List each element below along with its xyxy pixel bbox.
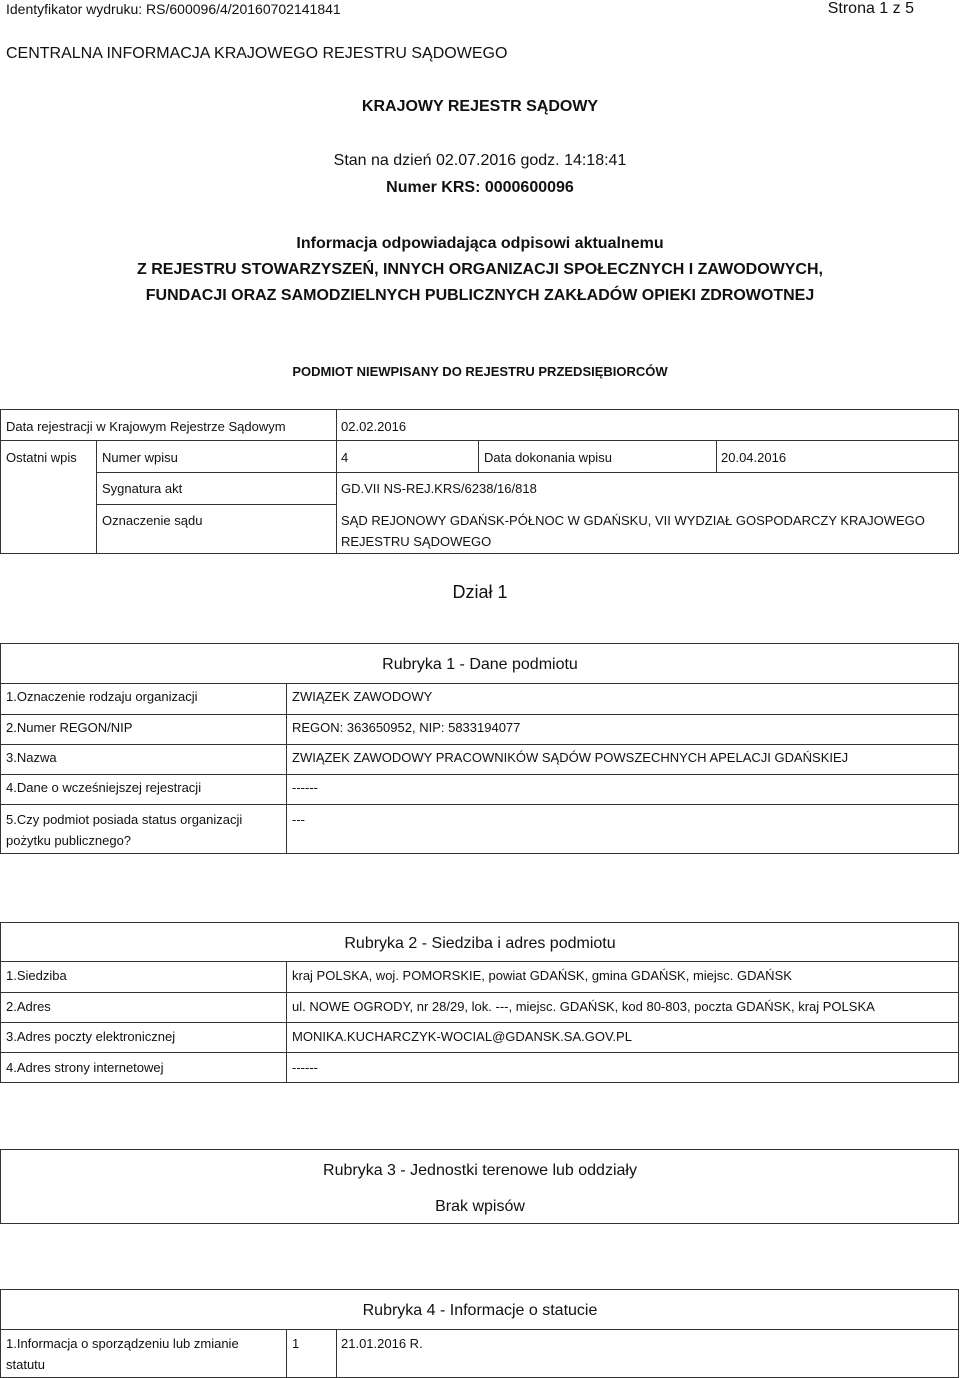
entry-number-label: Numer wpisu bbox=[102, 450, 178, 465]
entry-date-label: Data dokonania wpisu bbox=[484, 450, 612, 465]
register-title: KRAJOWY REJESTR SĄDOWY bbox=[361, 98, 599, 115]
court-label: Oznaczenie sądu bbox=[102, 513, 203, 528]
r1-value-2: REGON: 363650952, NIP: 5833194077 bbox=[292, 720, 521, 735]
r2-label-1: 1.Siedziba bbox=[6, 968, 67, 983]
info-line-2: Z REJESTRU STOWARZYSZEŃ, INNYCH ORGANIZACJI SPOŁECZNYCH I ZAWODOWYCH, bbox=[137, 261, 823, 278]
print-id: Identyfikator wydruku: RS/600096/4/20160702141841 bbox=[6, 1, 341, 17]
r4-value-1: 21.01.2016 R. bbox=[341, 1336, 423, 1351]
section-title: Dział 1 bbox=[452, 582, 508, 602]
rubryka-3-empty: Brak wpisów bbox=[435, 1198, 525, 1215]
registration-date-value: 02.02.2016 bbox=[341, 419, 407, 434]
r2-label-3: 3.Adres poczty elektronicznej bbox=[6, 1029, 176, 1044]
r2-label-4: 4.Adres strony internetowej bbox=[6, 1060, 164, 1075]
r1-value-5: --- bbox=[292, 812, 305, 827]
r2-value-1: kraj POLSKA, woj. POMORSKIE, powiat GDAŃSK, gmina GDAŃSK, miejsc. GDAŃSK bbox=[292, 968, 792, 983]
r4-number-1: 1 bbox=[292, 1336, 300, 1351]
signature-value: GD.VII NS-REJ.KRS/6238/16/818 bbox=[341, 481, 537, 496]
r1-label-1: 1.Oznaczenie rodzaju organizacji bbox=[6, 689, 198, 704]
r1-value-1: ZWIĄZEK ZAWODOWY bbox=[292, 689, 433, 704]
r2-value-3: MONIKA.KUCHARCZYK-WOCIAL@GDANSK.SA.GOV.PL bbox=[292, 1029, 632, 1044]
info-line-3: FUNDACJI ORAZ SAMODZIELNYCH PUBLICZNYCH ZAKŁADÓW OPIEKI ZDROWOTNEJ bbox=[145, 287, 815, 304]
info-line-1: Informacja odpowiadająca odpisowi aktualnemu bbox=[296, 235, 664, 252]
rubryka-2-title: Rubryka 2 - Siedziba i adres podmiotu bbox=[344, 935, 616, 952]
r1-value-3: ZWIĄZEK ZAWODOWY PRACOWNIKÓW SĄDÓW POWSZECHNYCH APELACJI GDAŃSKIEJ bbox=[292, 750, 849, 765]
entry-number-value: 4 bbox=[341, 450, 349, 465]
court-value: SĄD REJONOWY GDAŃSK-PÓŁNOC W GDAŃSKU, VII WYDZIAŁ GOSPODARCZY KRAJOWEGO REJESTRU SĄDOWEGO bbox=[341, 513, 925, 549]
krs-number: Numer KRS: 0000600096 bbox=[386, 179, 574, 196]
last-entry-label: Ostatni wpis bbox=[6, 450, 77, 465]
state-as-of: Stan na dzień 02.07.2016 godz. 14:18:41 bbox=[333, 152, 627, 169]
registration-date-label: Data rejestracji w Krajowym Rejestrze Sądowym bbox=[6, 419, 286, 434]
r2-value-4: ------ bbox=[292, 1060, 318, 1075]
r2-value-2: ul. NOWE OGRODY, nr 28/29, lok. ---, miejsc. GDAŃSK, kod 80-803, poczta GDAŃSK, kraj POLSKA bbox=[292, 999, 875, 1014]
subject-note: PODMIOT NIEWPISANY DO REJESTRU PRZEDSIĘBIORCÓW bbox=[292, 364, 668, 379]
r1-label-5: 5.Czy podmiot posiada status organizacji pożytku publicznego? bbox=[6, 812, 243, 848]
rubryka-4-title: Rubryka 4 - Informacje o statucie bbox=[362, 1302, 598, 1319]
org-name: CENTRALNA INFORMACJA KRAJOWEGO REJESTRU SĄDOWEGO bbox=[6, 45, 508, 62]
r1-label-4: 4.Dane o wcześniejszej rejestracji bbox=[6, 780, 202, 795]
signature-label: Sygnatura akt bbox=[102, 481, 183, 496]
r2-label-2: 2.Adres bbox=[6, 999, 51, 1014]
page-number: Strona 1 z 5 bbox=[827, 0, 914, 17]
rubryka-1-title: Rubryka 1 - Dane podmiotu bbox=[382, 656, 578, 673]
r4-label-1: 1.Informacja o sporządzeniu lub zmianie statutu bbox=[6, 1336, 239, 1372]
r1-label-3: 3.Nazwa bbox=[6, 750, 57, 765]
entry-date-value: 20.04.2016 bbox=[721, 450, 787, 465]
rubryka-3-title: Rubryka 3 - Jednostki terenowe lub oddziały bbox=[323, 1162, 637, 1179]
r1-value-4: ------ bbox=[292, 780, 318, 795]
r1-label-2: 2.Numer REGON/NIP bbox=[6, 720, 133, 735]
